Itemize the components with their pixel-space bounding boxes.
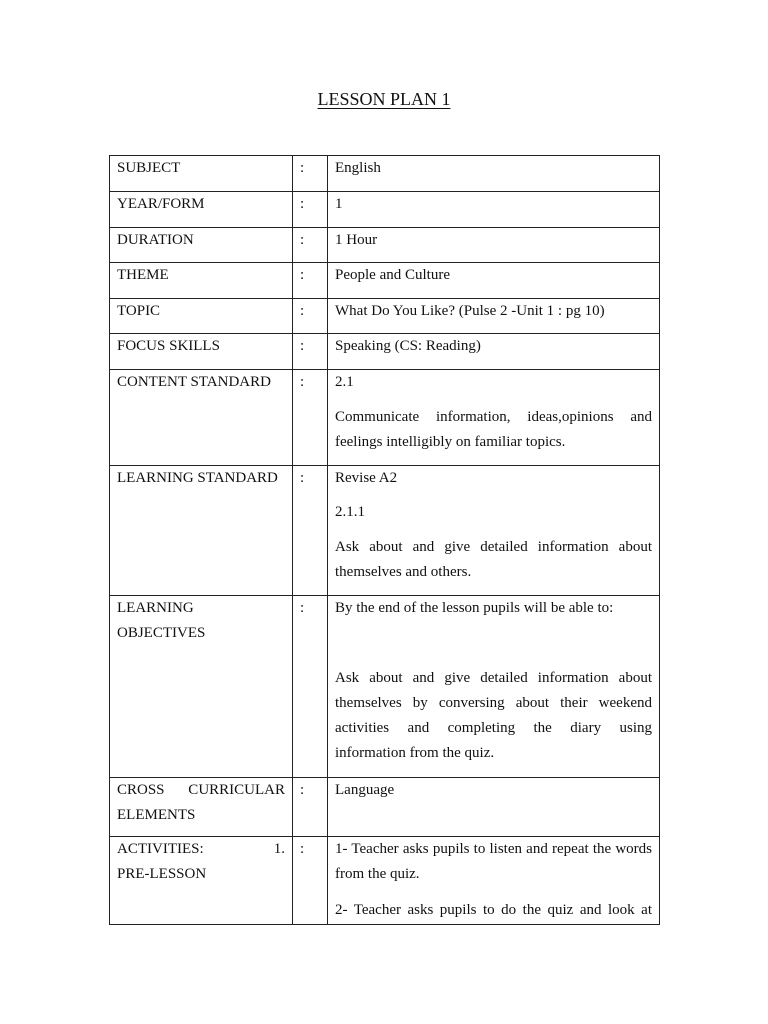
- page-title: [0, 88, 768, 110]
- row-label-line: ACTIVITIES: 1.: [117, 841, 285, 857]
- row-value: [328, 466, 660, 596]
- row-label-line: PRE-LESSON: [117, 866, 207, 882]
- row-label: THEME: [110, 263, 293, 299]
- row-label: YEAR/FORM: [110, 192, 293, 228]
- row-colon: :: [293, 466, 328, 596]
- content-standard-description: Communicate information, ideas,opinions and feelings intelligibly on familiar topics.: [335, 409, 652, 450]
- lesson-plan-table: [109, 155, 660, 925]
- table-row-subject: [110, 156, 660, 192]
- learning-standard-description: Ask about and give detailed information about themselves and others.: [335, 539, 652, 580]
- row-value: Speaking (CS: Reading): [328, 334, 660, 370]
- table-row-learning-objectives: [110, 596, 660, 778]
- table-row-activities: [110, 837, 660, 925]
- content-standard-code: 2.1: [335, 374, 354, 390]
- row-label: [110, 778, 293, 837]
- activity-step-1: 1- Teacher asks pupils to listen and repeat the words from the quiz.: [335, 841, 652, 882]
- row-value: [328, 596, 660, 778]
- row-value: 1 Hour: [328, 228, 660, 263]
- row-value: [328, 837, 660, 925]
- learning-standard-code: 2.1.1: [335, 504, 365, 520]
- row-colon: :: [293, 837, 328, 925]
- activity-step-2: 2- Teacher asks pupils to do the quiz and look at: [335, 902, 652, 918]
- table-row-cross-curricular: [110, 778, 660, 837]
- row-value: What Do You Like? (Pulse 2 -Unit 1 : pg 10): [328, 299, 660, 334]
- row-colon: :: [293, 263, 328, 299]
- row-colon: :: [293, 778, 328, 837]
- row-label-line: OBJECTIVES: [117, 625, 206, 641]
- row-value: Language: [328, 778, 660, 837]
- row-colon: :: [293, 370, 328, 466]
- row-label: TOPIC: [110, 299, 293, 334]
- row-colon: :: [293, 192, 328, 228]
- row-label-line: CROSS CURRICULAR: [117, 782, 285, 798]
- row-label-line: LEARNING: [117, 600, 194, 616]
- row-label: CONTENT STANDARD: [110, 370, 293, 466]
- row-colon: :: [293, 228, 328, 263]
- row-label: FOCUS SKILLS: [110, 334, 293, 370]
- row-value: English: [328, 156, 660, 192]
- row-colon: :: [293, 334, 328, 370]
- table-row-theme: [110, 263, 660, 299]
- table-row-content-standard: [110, 370, 660, 466]
- row-label: SUBJECT: [110, 156, 293, 192]
- learning-objectives-objective: Ask about and give detailed information about themselves by conversing about their weekend activities and completing the diary using information from the quiz.: [335, 670, 652, 761]
- row-value: People and Culture: [328, 263, 660, 299]
- table-row-year-form: [110, 192, 660, 228]
- table-row-topic: [110, 299, 660, 334]
- row-colon: :: [293, 596, 328, 778]
- row-value: 1: [328, 192, 660, 228]
- page-title-text: LESSON PLAN 1: [317, 89, 451, 109]
- learning-standard-revise: Revise A2: [335, 470, 398, 486]
- table-row-duration: [110, 228, 660, 263]
- row-label-line: ELEMENTS: [117, 807, 196, 823]
- row-value: [328, 370, 660, 466]
- learning-objectives-intro: By the end of the lesson pupils will be able to:: [335, 600, 614, 616]
- row-label: [110, 596, 293, 778]
- table-row-focus-skills: [110, 334, 660, 370]
- row-colon: :: [293, 299, 328, 334]
- row-colon: :: [293, 156, 328, 192]
- table-row-learning-standard: [110, 466, 660, 596]
- row-label: LEARNING STANDARD: [110, 466, 293, 596]
- row-label: DURATION: [110, 228, 293, 263]
- row-label: [110, 837, 293, 925]
